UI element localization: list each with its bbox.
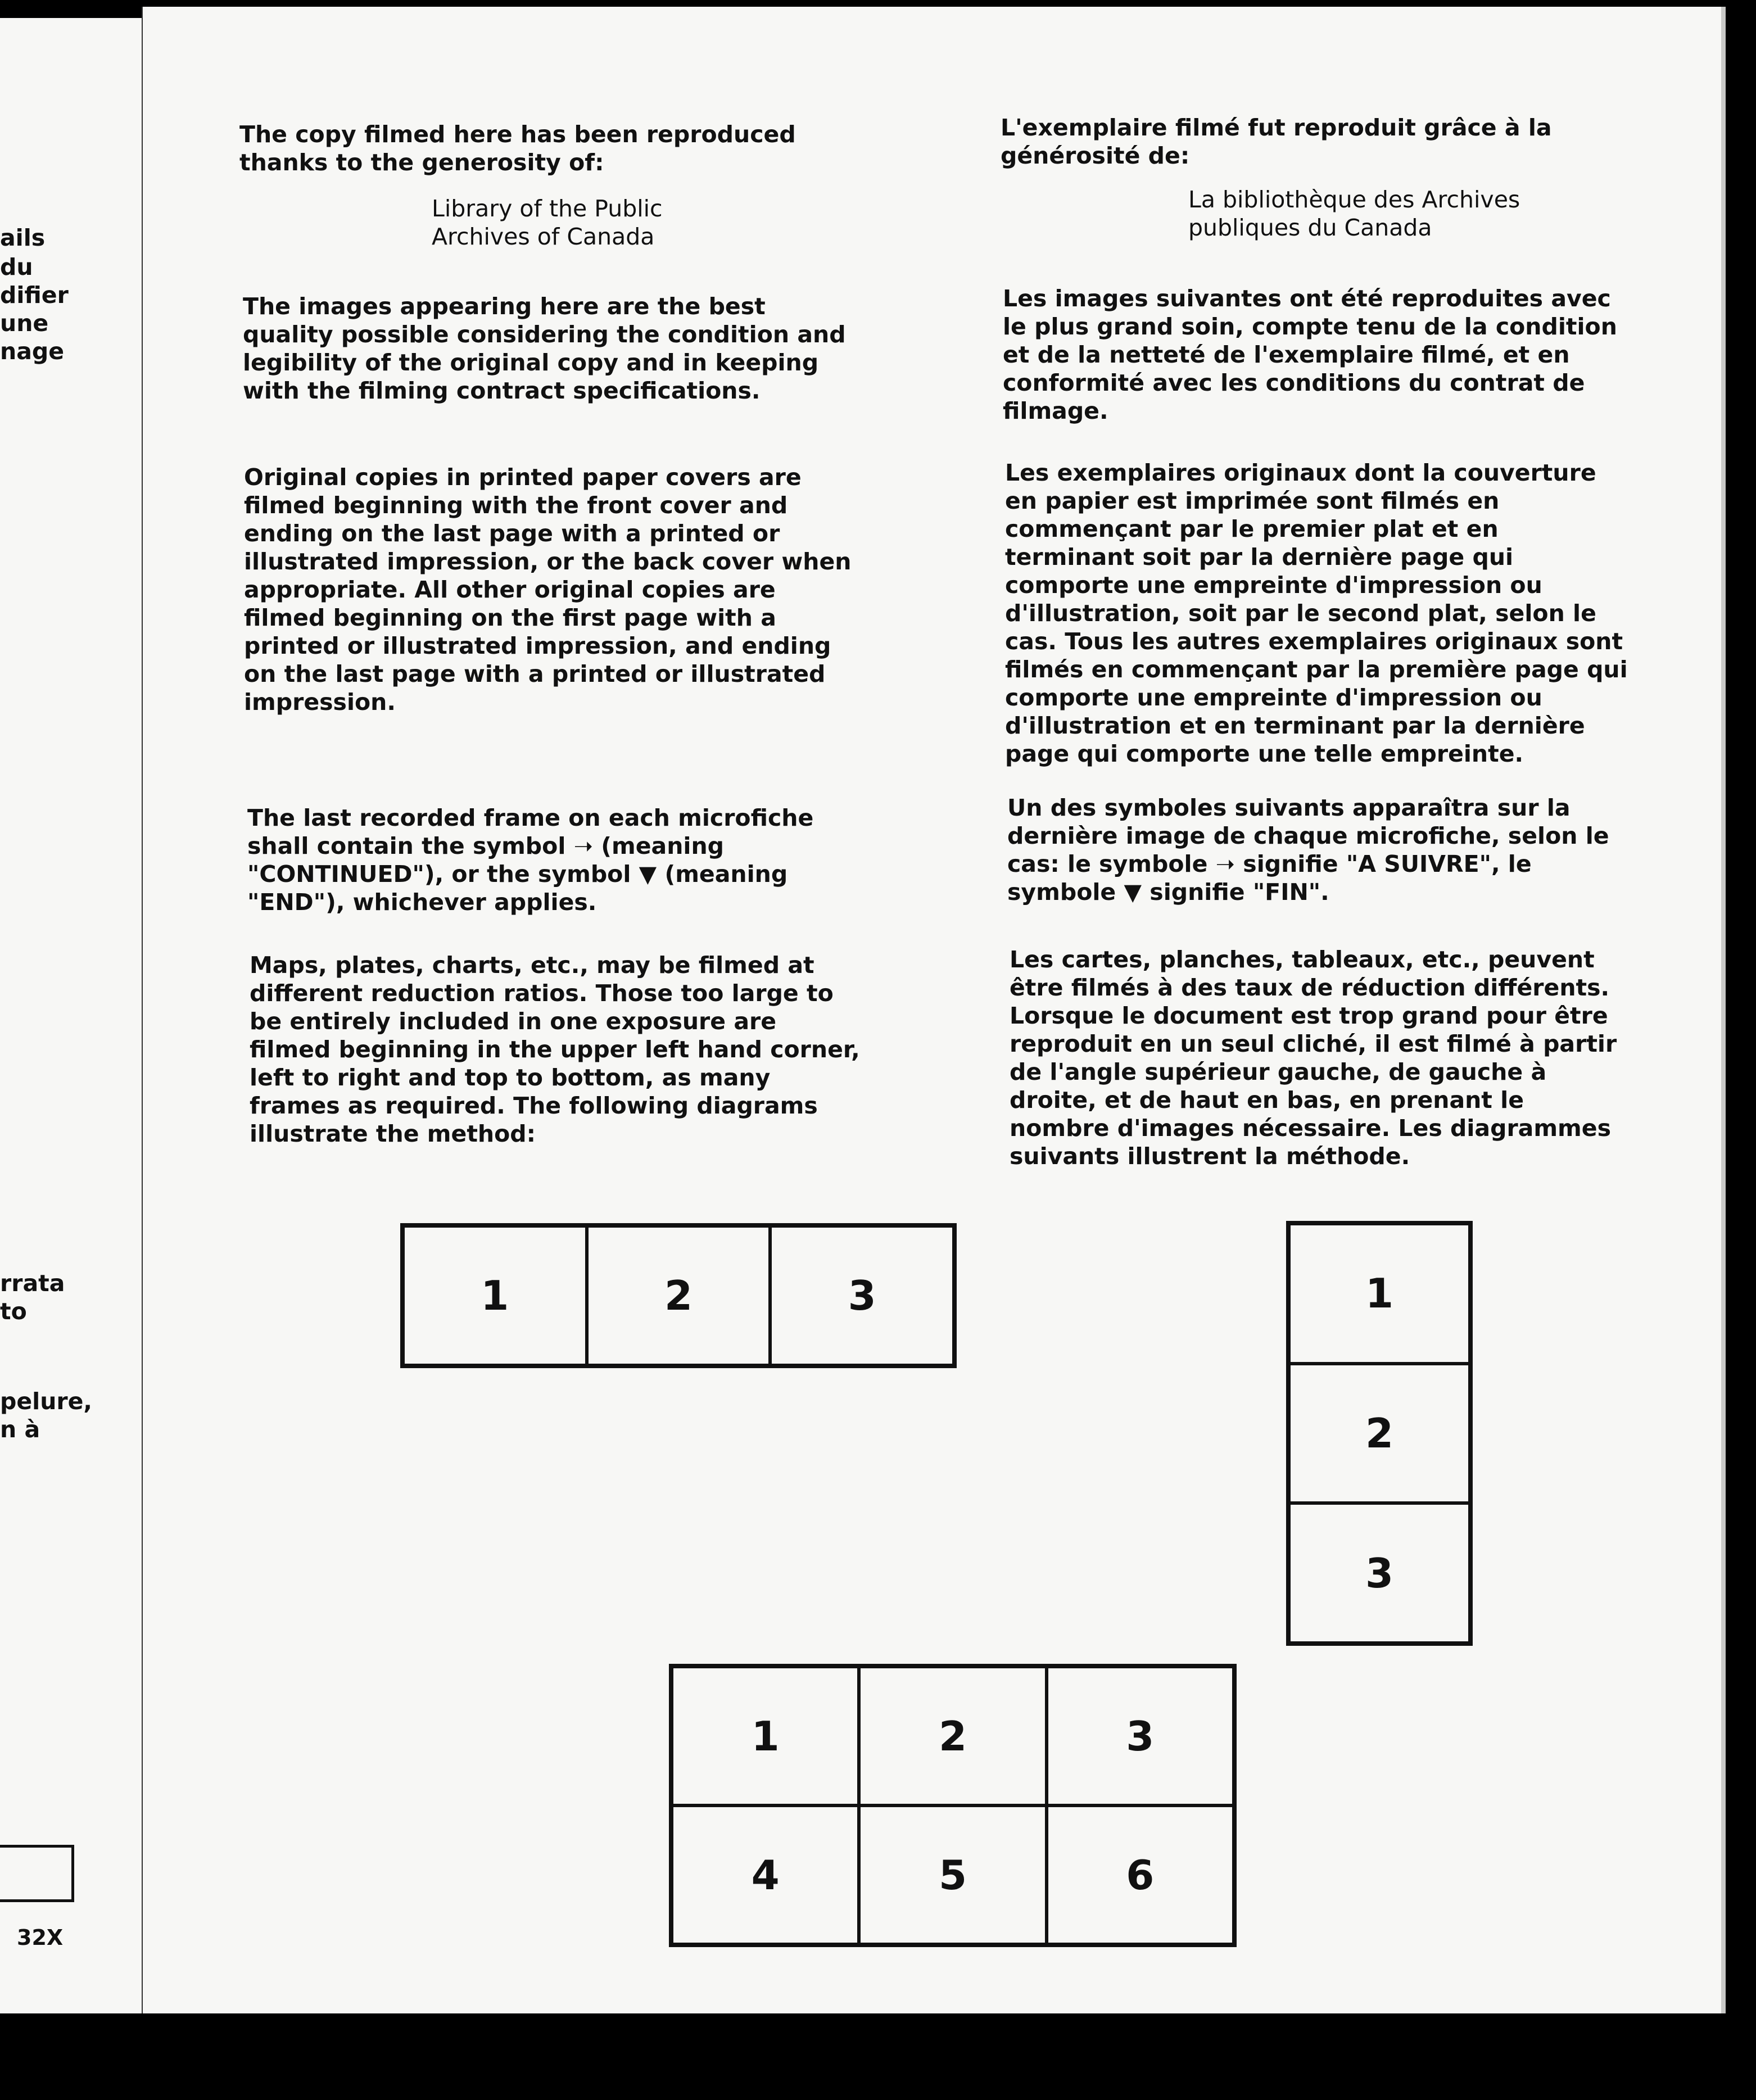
frame-cell: 6 <box>1047 1805 1234 1944</box>
frame-cell: 3 <box>1289 1503 1470 1643</box>
fr-library-name: La bibliothèque des Archives publiques du Canada <box>1188 186 1520 241</box>
margin-fragment: rrata <box>0 1270 65 1297</box>
margin-fragment: n à <box>0 1416 40 1443</box>
en-quality-paragraph: The images appearing here are the best quality possible considering the condition and legibility of the original copy and in keeping with the filming contract specifications. <box>243 293 846 404</box>
fr-covers-paragraph: Les exemplaires originaux dont la couverture en papier est imprimée sont filmés en commençant par le premier plat et en terminant soit par la dernière page qui comporte une empreinte d'impression ou d'illustration, soit par le second plat, selon le cas. Tous les autres exemplaires originaux sont filmés en commençant par la première page qui comporte une empreinte d'impression ou d'illustration et en terminant par la dernière page qui comporte une telle empreinte. <box>1005 459 1628 767</box>
diagram-row-three-frames <box>400 1223 957 1368</box>
margin-fragment: une <box>0 310 49 337</box>
margin-fragment: nage <box>0 338 65 365</box>
en-library-name: Library of the Public Archives of Canada <box>432 195 663 250</box>
frame-cell: 1 <box>403 1226 587 1365</box>
fr-maps-paragraph: Les cartes, planches, tableaux, etc., peuvent être filmés à des taux de réduction différents. Lorsque le document est trop grand pour être reproduit en un seul cliché, il est filmé à partir de l'angle supérieur gauche, de gauche à droite, et de haut en bas, en prenant le nombre d'images nécessaire. Les diagrammes suivants illustrent la méthode. <box>1010 946 1617 1170</box>
frame-cell: 3 <box>1047 1667 1234 1805</box>
frame-cell: 2 <box>859 1667 1046 1805</box>
fr-intro: L'exemplaire filmé fut reproduit grâce à la générosité de: <box>1001 114 1552 169</box>
frame-cell: 1 <box>1289 1224 1470 1364</box>
microfiche-notice-page <box>142 7 1721 2013</box>
margin-fragment: to <box>0 1298 27 1325</box>
en-covers-paragraph: Original copies in printed paper covers are filmed beginning with the front cover and ending on the last page with a printed or illustrated impression, or the back cover when appropriate. All other original copies are filmed beginning on the first page with a printed or illustrated impression, and ending on the last page with a printed or illustrated impression. <box>244 464 852 716</box>
fr-quality-paragraph: Les images suivantes ont été reproduites avec le plus grand soin, compte tenu de la condition et de la netteté de l'exemplaire filmé, et en conformité avec les conditions du contrat de filmage. <box>1003 285 1617 424</box>
frame-cell: 2 <box>1289 1364 1470 1504</box>
en-intro: The copy filmed here has been reproduced thanks to the generosity of: <box>239 121 796 176</box>
en-symbols-paragraph: The last recorded frame on each microfiche shall contain the symbol ➝ (meaning "CONTINUED"), or the symbol ▼ (meaning "END"), whichever applies. <box>247 804 814 916</box>
frame-cell: 2 <box>587 1226 771 1365</box>
frame-cell: 1 <box>672 1667 859 1805</box>
diagram-grid-six-frames <box>669 1664 1237 1947</box>
margin-fragment: du <box>0 254 33 280</box>
margin-fragment: difier <box>0 282 69 309</box>
resolution-target-box <box>0 1845 74 1902</box>
scale-label: 32X <box>17 1925 64 1950</box>
fr-symbols-paragraph: Un des symboles suivants apparaîtra sur la dernière image de chaque microfiche, selon le cas: le symbole ➝ signifie "A SUIVRE", le symbole ▼ signifie "FIN". <box>1007 794 1609 906</box>
diagram-column-three-frames <box>1286 1221 1473 1646</box>
frame-cell: 4 <box>672 1805 859 1944</box>
frame-cell: 3 <box>770 1226 954 1365</box>
margin-fragment: ails <box>0 224 46 251</box>
margin-fragment: pelure, <box>0 1388 92 1415</box>
en-maps-paragraph: Maps, plates, charts, etc., may be filmed at different reduction ratios. Those too large to be entirely included in one exposure are filmed beginning in the upper left hand corner, left to right and top to bottom, as many frames as required. The following diagrams illustrate the method: <box>250 952 860 1147</box>
frame-cell: 5 <box>859 1805 1046 1944</box>
left-page-edge <box>0 18 142 2013</box>
